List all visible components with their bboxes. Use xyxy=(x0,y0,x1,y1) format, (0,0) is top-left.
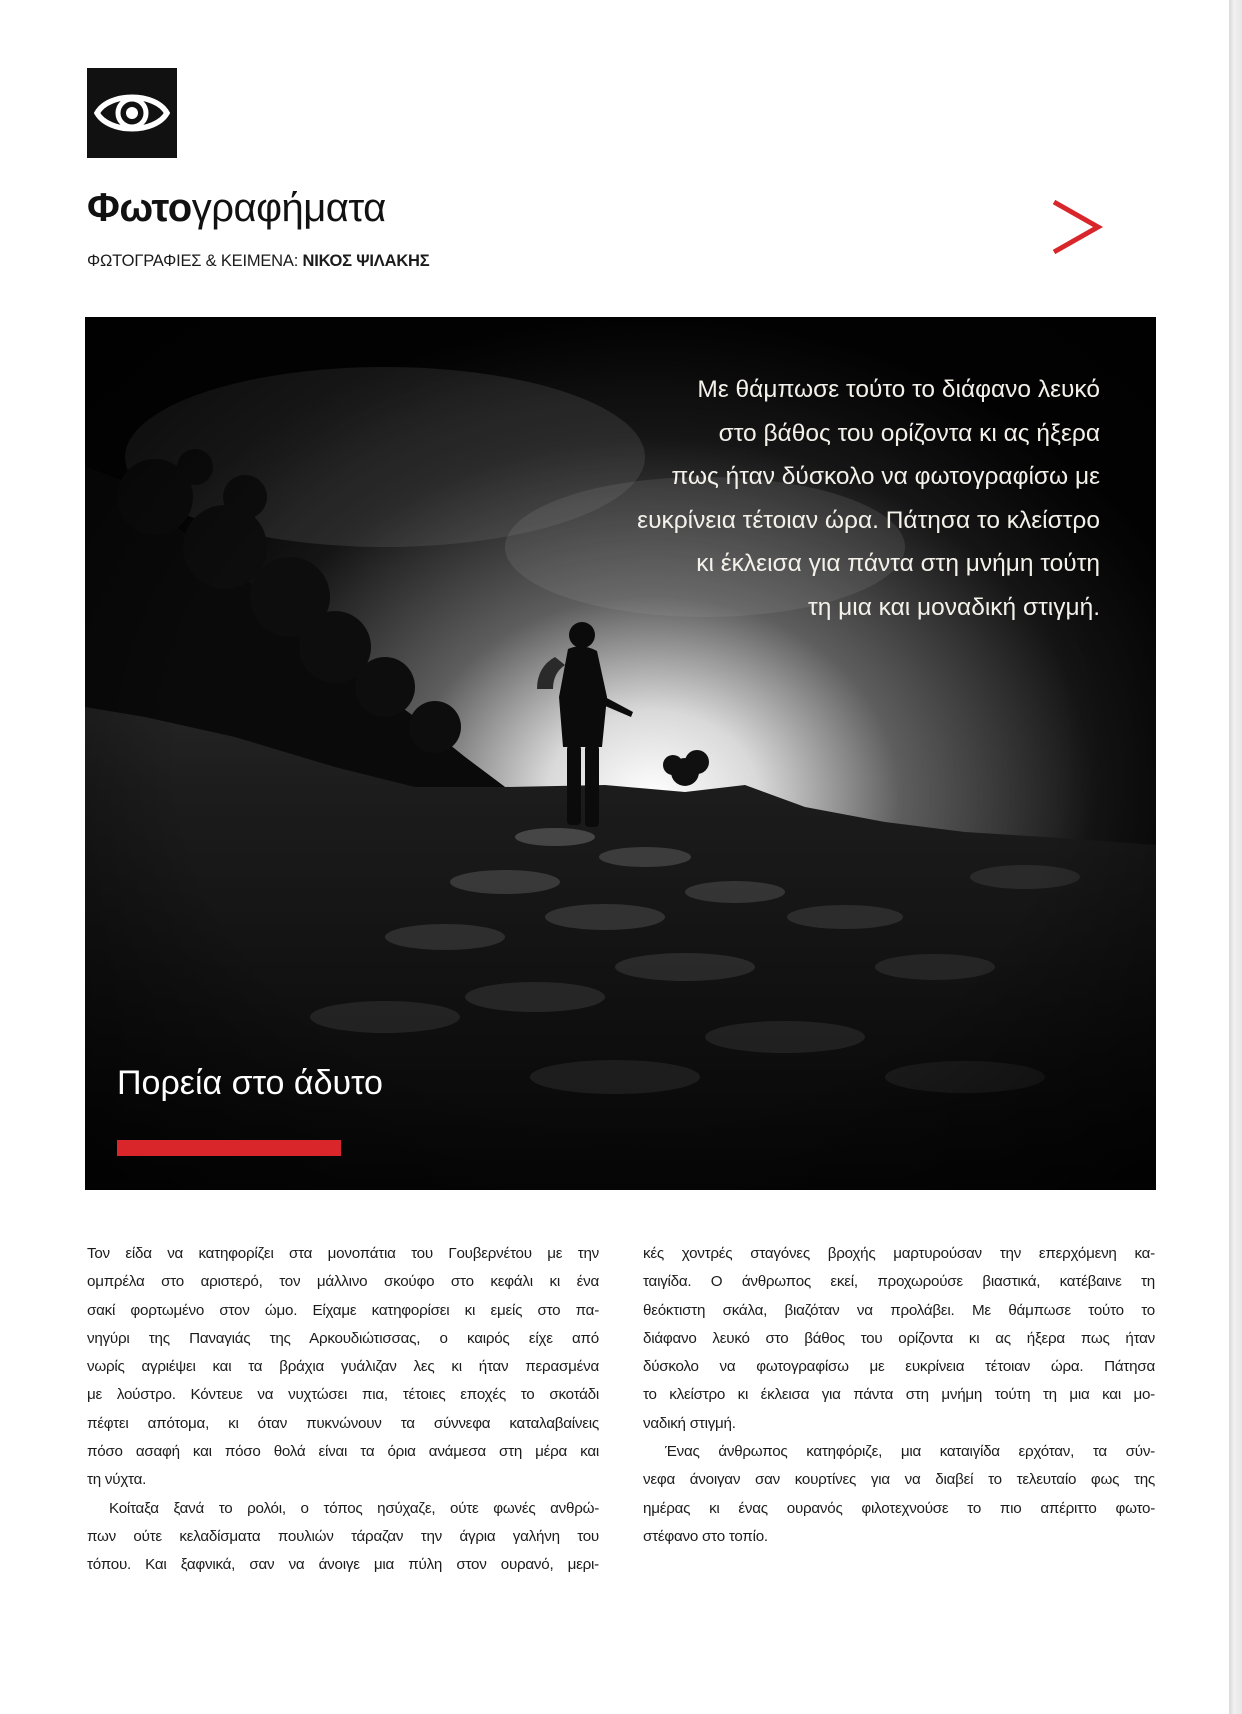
body-line: με λούστρο. Κόντευε να νυχτώσει πια, τέτοιες εποχές το σκοτάδι xyxy=(87,1386,599,1404)
body-line: δύσκολο να φωτογραφίσω με ευκρίνεια τέτοιαν ώρα. Πάτησα xyxy=(643,1358,1155,1376)
body-line: πέφτει απότομα, κι όταν πυκνώνουν τα σύννεφα καταλαβαίνεις xyxy=(87,1414,599,1432)
body-line: νωρίς αγριέψει και τα βράχια γυάλιζαν λες κι ήταν περασμένα xyxy=(87,1358,599,1376)
body-line: Κοίταξα ξανά το ρολόι, ο τόπος ησύχαζε, ούτε φωνές ανθρώ- xyxy=(109,1499,599,1517)
body-line: το κλείστρο κι έκλεισα για πάντα στη μνήμη τούτη τη μια και μο- xyxy=(643,1386,1155,1404)
body-line: τόπου. Και ξαφνικά, σαν να άνοιγε μια πύλη στον ουρανό, μερι- xyxy=(87,1556,599,1574)
pull-quote-line: ευκρίνεια τέτοιαν ώρα. Πάτησα το κλείστρο xyxy=(637,506,1100,534)
feature-photo xyxy=(85,317,1156,1190)
body-line: πόσο ασαφή και πόσο θολά είναι τα όρια ανάμεσα στη μέρα και xyxy=(87,1443,599,1461)
pull-quote-line: Με θάμπωσε τούτο το διάφανο λευκό xyxy=(697,376,1100,403)
pull-quote-line: κι έκλεισα για πάντα στη μνήμη τούτη xyxy=(696,550,1100,577)
body-line: νηγύρι της Παναγιάς της Αρκουδιώτισσας, ο καιρός είχε από xyxy=(87,1329,599,1347)
credit-name: ΝΙΚΟΣ ΨΙΛΑΚΗΣ xyxy=(302,252,430,270)
chevron-right-icon[interactable] xyxy=(1048,196,1104,258)
section-title xyxy=(87,186,386,231)
body-line: τη νύχτα. xyxy=(87,1471,147,1489)
body-line: στέφανο στο τοπίο. xyxy=(643,1527,768,1545)
body-line: ταιγίδα. Ο άνθρωπος εκεί, προχωρούσε βιαστικά, κατέβαινε τη xyxy=(643,1273,1155,1291)
title-underline-bar xyxy=(117,1140,341,1156)
photo-title: Πορεία στο άδυτο xyxy=(117,1064,383,1102)
body-line: ομπρέλα στο αριστερό, τον μάλλινο σκούφο στο κεφάλι κι ένα xyxy=(87,1273,599,1291)
credit-label: ΦΩΤΟΓΡΑΦΙΕΣ & ΚΕΙΜΕΝΑ: xyxy=(87,252,303,270)
body-line: ναδική στιγμή. xyxy=(643,1414,736,1432)
credit-line xyxy=(87,252,429,271)
body-line: νεφα άνοιγαν σαν κουρτίνες για να διαβεί το τελευταίο φως της xyxy=(643,1471,1155,1489)
pull-quote-line: πως ήταν δύσκολο να φωτογραφίσω με xyxy=(671,463,1100,490)
pull-quote-line: τη μια και μοναδική στιγμή. xyxy=(808,593,1100,621)
pull-quote xyxy=(637,368,1100,629)
section-title-rest: γραφήματα xyxy=(191,186,386,230)
body-column-1 xyxy=(87,1240,599,1580)
eye-icon xyxy=(87,68,177,158)
body-line: ημέρας κι ένας ουρανός φιλοτεχνούσε το πιο απέριττο φωτο- xyxy=(643,1499,1155,1517)
body-column-2 xyxy=(643,1240,1155,1551)
section-logo xyxy=(87,68,177,158)
section-title-bold: Φωτο xyxy=(87,186,192,230)
body-line: Τον είδα να κατηφορίζει στα μονοπάτια του Γουβερνέτου με την xyxy=(87,1245,599,1262)
body-line: κές χοντρές σταγόνες βροχής μαρτυρούσαν την επερχόμενη κα- xyxy=(643,1245,1155,1262)
body-line: σακί φορτωμένο στον ώμο. Είχαμε κατηφορίσει κι εμείς στο πα- xyxy=(87,1301,599,1319)
page-edge-strip xyxy=(1229,0,1242,1714)
body-line: Ένας άνθρωπος κατηφόριζε, μια καταιγίδα ερχόταν, τα σύν- xyxy=(665,1443,1155,1461)
body-line: πων ούτε κελαδίσματα πουλιών τάραζαν την άγρια γαλήνη του xyxy=(87,1527,599,1545)
body-line: θεόκτιστη σκάλα, βιαζόταν να προλάβει. Με θάμπωσε τούτο το xyxy=(643,1301,1155,1319)
body-line: διάφανο λευκό στο βάθος του ορίζοντα κι ας ήξερα πως ήταν xyxy=(643,1329,1155,1347)
pull-quote-line: στο βάθος του ορίζοντα κι ας ήξερα xyxy=(718,419,1100,447)
